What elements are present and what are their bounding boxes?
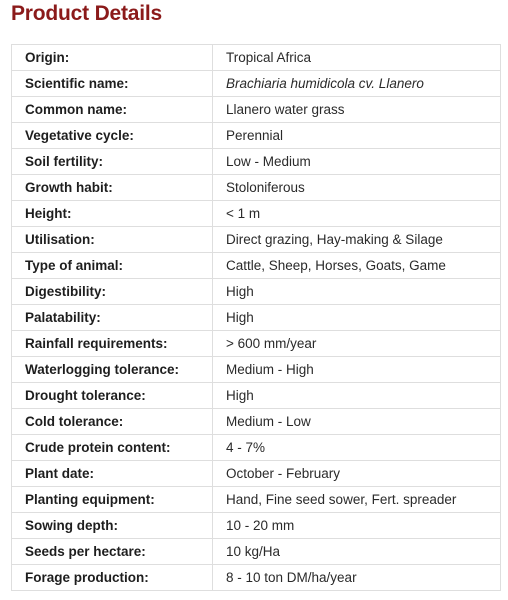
table-row — [12, 461, 501, 487]
table-row — [12, 305, 501, 331]
row-label: Rainfall requirements: — [12, 331, 213, 357]
table-row — [12, 565, 501, 591]
row-label: Palatability: — [12, 305, 213, 331]
row-value: High — [213, 383, 501, 409]
row-label: Forage production: — [12, 565, 213, 591]
table-row — [12, 487, 501, 513]
row-value: < 1 m — [213, 201, 501, 227]
row-value: Tropical Africa — [213, 45, 501, 71]
details-table-container — [11, 44, 500, 591]
row-value: 10 - 20 mm — [213, 513, 501, 539]
row-label: Origin: — [12, 45, 213, 71]
row-label: Height: — [12, 201, 213, 227]
row-value: Medium - High — [213, 357, 501, 383]
row-value: Perennial — [213, 123, 501, 149]
row-label: Sowing depth: — [12, 513, 213, 539]
row-value: 10 kg/Ha — [213, 539, 501, 565]
row-label: Scientific name: — [12, 71, 213, 97]
table-row — [12, 253, 501, 279]
row-value: Llanero water grass — [213, 97, 501, 123]
row-label: Seeds per hectare: — [12, 539, 213, 565]
table-row — [12, 149, 501, 175]
row-value: Cattle, Sheep, Horses, Goats, Game — [213, 253, 501, 279]
row-label: Plant date: — [12, 461, 213, 487]
table-row — [12, 175, 501, 201]
table-row — [12, 71, 501, 97]
table-row — [12, 357, 501, 383]
table-row — [12, 383, 501, 409]
row-label: Waterlogging tolerance: — [12, 357, 213, 383]
row-value: October - February — [213, 461, 501, 487]
row-label: Drought tolerance: — [12, 383, 213, 409]
row-value: Brachiaria humidicola cv. Llanero — [213, 71, 501, 97]
table-row — [12, 279, 501, 305]
row-value: Stoloniferous — [213, 175, 501, 201]
table-row — [12, 539, 501, 565]
row-value: 4 - 7% — [213, 435, 501, 461]
table-row — [12, 331, 501, 357]
row-value: High — [213, 305, 501, 331]
row-value: Low - Medium — [213, 149, 501, 175]
row-label: Digestibility: — [12, 279, 213, 305]
table-row — [12, 409, 501, 435]
row-label: Common name: — [12, 97, 213, 123]
table-row — [12, 227, 501, 253]
details-table — [11, 44, 501, 591]
row-value: > 600 mm/year — [213, 331, 501, 357]
row-label: Soil fertility: — [12, 149, 213, 175]
row-label: Cold tolerance: — [12, 409, 213, 435]
page-title: Product Details — [11, 2, 163, 25]
row-label: Crude protein content: — [12, 435, 213, 461]
table-row — [12, 123, 501, 149]
details-table-body — [12, 45, 501, 591]
row-value: Direct grazing, Hay-making & Silage — [213, 227, 501, 253]
row-label: Type of animal: — [12, 253, 213, 279]
row-value: Medium - Low — [213, 409, 501, 435]
table-row — [12, 97, 501, 123]
row-value: 8 - 10 ton DM/ha/year — [213, 565, 501, 591]
row-label: Planting equipment: — [12, 487, 213, 513]
row-value: Hand, Fine seed sower, Fert. spreader — [213, 487, 501, 513]
table-row — [12, 45, 501, 71]
table-row — [12, 435, 501, 461]
row-value: High — [213, 279, 501, 305]
table-row — [12, 201, 501, 227]
row-label: Growth habit: — [12, 175, 213, 201]
row-label: Utilisation: — [12, 227, 213, 253]
row-label: Vegetative cycle: — [12, 123, 213, 149]
table-row — [12, 513, 501, 539]
